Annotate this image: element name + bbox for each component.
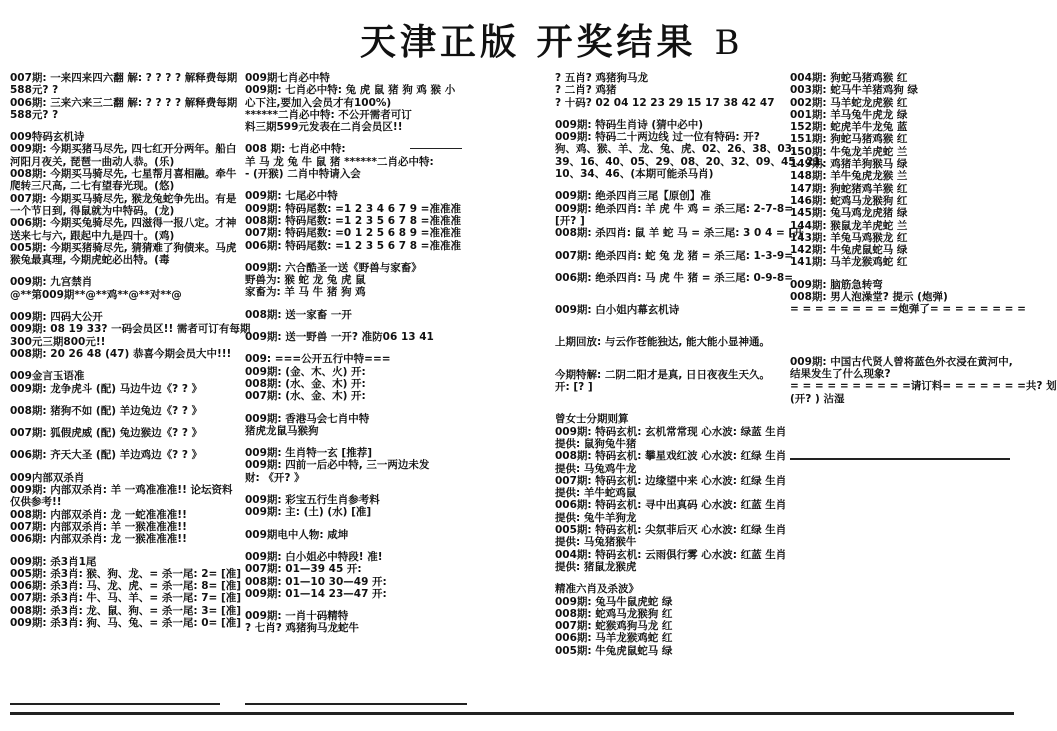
text-line: 151期: 狗蛇马猪鸡猴 红 bbox=[790, 133, 908, 146]
text-line bbox=[10, 360, 238, 370]
text-line: 148期: 羊牛兔虎龙猴 兰 bbox=[790, 170, 908, 183]
text-line bbox=[245, 252, 467, 262]
text-line: 009期: 今期买猪马尽先, 四七红开分两年。船白 bbox=[10, 143, 237, 156]
text-line bbox=[10, 121, 238, 131]
text-line bbox=[555, 262, 780, 272]
text-line: 009期: 彩宝五行生肖参考料 bbox=[245, 494, 380, 507]
text-line: 005期: 今期买猪骑尽先, 猜猜难了狗债来。马虎 bbox=[10, 241, 237, 254]
text-line: 147期: 狗蛇猪鸡羊猴 红 bbox=[790, 182, 908, 195]
text-line bbox=[10, 546, 238, 556]
text-line: 003期: 蛇马牛羊猪鸡狗 绿 bbox=[790, 84, 918, 97]
text-line: 009期: 生肖特一玄 [推荐] bbox=[245, 447, 373, 460]
text-line: 爬转三尺高, 二七有望春光现。(悠) bbox=[10, 180, 175, 193]
text-line: 007期: 蛇猴鸡狗马龙 红 bbox=[555, 620, 673, 633]
text-line: = = = = = = = = =炮弹了= = = = = = = = bbox=[790, 303, 1026, 316]
text-line: 008期: 猪狗不如 (配) 羊边兔边《? ? 》 bbox=[10, 404, 203, 417]
text-line: 送来七与六, 跟起中九是四十。(鸡) bbox=[10, 229, 175, 242]
text-line: 008期: 特码玄机: 攀星戏红波 心水波: 红绿 生肖 bbox=[555, 450, 787, 463]
text-line: 009期: 杀3肖: 狗、马、兔、= 杀一尾: 0= [准] bbox=[10, 616, 242, 629]
text-line: 001期: 羊马兔牛虎龙 绿 bbox=[790, 108, 908, 121]
text-line bbox=[10, 417, 238, 427]
text-line bbox=[10, 395, 238, 405]
text-line: 005期: 杀3肖: 猴、狗、龙、= 杀一尾: 2= [准] bbox=[10, 567, 242, 580]
text-line: 009期: 香港马会七肖中特 bbox=[245, 412, 370, 425]
text-line: 河阳月夜关, 琵琶一曲动人恭。(乐) bbox=[10, 155, 175, 168]
text-line: - (开猴) 二肖中特请入会 bbox=[245, 168, 361, 181]
text-line: 007期: 绝杀四肖: 蛇 兔 龙 猪 = 杀三尾: 1-3-9= bbox=[555, 249, 793, 262]
text-line: 009期: 内部双杀肖: 羊 一鸡准准准!! 论坛资料 bbox=[10, 484, 233, 497]
text-line: 008期: 男人泡澡堂? 提示 (炮弹) bbox=[790, 291, 948, 304]
text-line bbox=[245, 133, 467, 143]
text-line: 006期: 今期买兔骑尽先, 四滋得一报八定。才神 bbox=[10, 217, 237, 230]
text-line bbox=[10, 462, 238, 472]
text-line: 008期: 今期买马骑尽先, 七星帮月喜相融。牵牛 bbox=[10, 168, 237, 181]
text-line: 曾女士分期则算 bbox=[555, 413, 629, 426]
text-line: 009期: 七肖必中特: 兔 虎 鼠 猪 狗 鸡 猴 小 bbox=[245, 84, 456, 97]
text-line: 羊 马 龙 兔 牛 鼠 猪 ******二肖必中特: bbox=[245, 155, 434, 168]
text-line: 008 期: 七肖必中特: bbox=[245, 143, 346, 156]
text-line bbox=[555, 326, 780, 336]
text-line: 009期: 绝杀四肖: 羊 虎 牛 鸡 = 杀三尾: 2-7-8= bbox=[555, 202, 793, 215]
text-line: 009期: 主: (土) (水) [准] bbox=[245, 506, 372, 519]
text-line: 009期: 绝杀四肖三尾【原创】准 bbox=[555, 190, 711, 203]
text-line: [开? ] bbox=[555, 214, 585, 227]
text-line: 007期: (水、金、木) 开: bbox=[245, 390, 366, 403]
text-line: 10、34、46、(本期可能杀马肖) bbox=[555, 168, 714, 181]
text-line: 009期: 特码二十两边线 过一位有特码: 开? bbox=[555, 131, 760, 144]
text-line bbox=[790, 346, 1015, 356]
text-line: 009期: 六合酷圣一送《野兽与家畜》 bbox=[245, 261, 422, 274]
text-line: 008期: 特码尾数: =1 2 3 5 6 7 8 =准准准 bbox=[245, 214, 461, 227]
text-line bbox=[555, 109, 780, 119]
text-line: 提供: 羊牛蛇鸡鼠 bbox=[555, 487, 637, 500]
text-line: 588元? ? bbox=[10, 84, 59, 97]
text-line bbox=[10, 301, 238, 311]
text-line: 009期: 特码尾数: =1 2 3 4 6 7 9 =准准准 bbox=[245, 202, 461, 215]
text-line: 006期: 内部双杀肖: 龙 一猴准准准!! bbox=[10, 533, 187, 546]
text-line: 144期: 猴鼠龙羊虎蛇 兰 bbox=[790, 219, 908, 232]
text-line: 料三期599元发表在二肖会员区!! bbox=[245, 121, 403, 134]
text-line bbox=[555, 294, 780, 304]
text-line: 009期: 龙争虎斗 (配) 马边牛边《? ? 》 bbox=[10, 382, 203, 395]
text-line: 146期: 蛇鸡马龙猴狗 红 bbox=[790, 194, 908, 207]
text-line: 152期: 蛇虎羊牛龙兔 蓝 bbox=[790, 121, 908, 134]
text-line: 004期: 狗蛇马猪鸡猴 红 bbox=[790, 72, 908, 84]
text-line bbox=[245, 541, 467, 551]
text-line: 006期: 特码玄机: 寻中出真码 心水波: 红蓝 生肖 bbox=[555, 499, 787, 512]
text-line: 仅供参考!! bbox=[10, 496, 62, 509]
text-line: 009期: 七尾必中特 bbox=[245, 190, 338, 203]
text-line: = = = = = = = = = =请订料= = = = = = =共? 划 bbox=[790, 380, 1057, 393]
text-line: 002期: 马羊蛇龙虎猴 红 bbox=[790, 96, 908, 109]
text-line: 149期: 鸡猪羊狗猴马 绿 bbox=[790, 158, 908, 171]
text-line: 008期: 蛇鸡马龙猴狗 红 bbox=[555, 607, 673, 620]
text-line: ? 七肖? 鸡猪狗马龙蛇牛 bbox=[245, 622, 359, 635]
text-line bbox=[245, 321, 467, 331]
text-line: 007期: 狐假虎威 (配) 兔边猴边《? ? 》 bbox=[10, 427, 203, 440]
text-line bbox=[10, 439, 238, 449]
text-line bbox=[555, 316, 780, 326]
text-line: 005期: 特码玄机: 尖氛菲后灭 心水波: 红绿 生肖 bbox=[555, 524, 787, 537]
text-line: 009期: 白小姐必中特段! 准! bbox=[245, 550, 383, 563]
text-line: 009期: 杀3肖1尾 bbox=[10, 555, 97, 568]
text-line bbox=[245, 299, 467, 309]
text-line: 009期: 四码大公开 bbox=[10, 311, 103, 324]
col2-bottom-rule bbox=[245, 703, 467, 705]
text-line: 007期: 特码玄机: 边缘望中来 心水波: 红绿 生肖 bbox=[555, 474, 787, 487]
text-line bbox=[555, 284, 780, 294]
page-title bbox=[360, 14, 744, 65]
text-line: 007期: 内部双杀肖: 羊 一猴准准准!! bbox=[10, 520, 187, 533]
text-line: 009期: 特码玄机: 玄机常常现 心水波: 绿蓝 生肖 bbox=[555, 425, 787, 438]
text-line bbox=[555, 403, 780, 413]
text-line: 007期: 特码尾数: =0 1 2 5 6 8 9 =准准准 bbox=[245, 227, 461, 240]
col1-bottom-rule bbox=[10, 703, 220, 705]
text-line: (开? ) 沾湿 bbox=[790, 392, 845, 405]
text-line: 006期: 杀3肖: 马、龙、虎、= 杀一尾: 8= [准] bbox=[10, 580, 242, 593]
text-line bbox=[245, 180, 467, 190]
text-line: @**第009期**@**鸡**@**对**@ bbox=[10, 288, 182, 301]
text-line: 006期: 齐天大圣 (配) 羊边鸡边《? ? 》 bbox=[10, 449, 203, 462]
text-line bbox=[245, 437, 467, 447]
text-line: 009期电中人物: 咸坤 bbox=[245, 528, 349, 541]
text-line bbox=[10, 266, 238, 276]
text-line: 猴兔最真理, 今期虎蛇必出特。(毒 bbox=[10, 254, 170, 267]
text-line: 009期: 送一野兽 一开? 准防06 13 41 bbox=[245, 331, 434, 344]
text-line: 提供: 马兔猪猴牛 bbox=[555, 536, 637, 549]
text-line bbox=[555, 180, 780, 190]
text-line: 结果发生了什么现象? bbox=[790, 367, 891, 380]
text-line: 提供: 猪鼠龙猴虎 bbox=[555, 560, 637, 573]
text-line bbox=[245, 600, 467, 610]
text-line: 004期: 特码玄机: 云雨俱行雾 心水波: 红蓝 生肖 bbox=[555, 548, 787, 561]
text-line: 006期: 三来六来三二翻 解: ? ? ? ? 解释费每期 bbox=[10, 96, 238, 109]
text-line: 008期: 20 26 48 (47) 恭喜今期会员大中!!! bbox=[10, 347, 232, 360]
text-line: 141期: 马羊龙猴鸡蛇 红 bbox=[790, 256, 908, 269]
text-line bbox=[790, 269, 1015, 279]
text-line: 007期: 一来四来四六翻 解: ? ? ? ? 解释费每期 bbox=[10, 72, 238, 84]
text-line: 009期: 脑筋急转弯 bbox=[790, 278, 883, 291]
text-line bbox=[790, 336, 1015, 346]
text-line bbox=[555, 573, 780, 583]
text-line: 007期: 杀3肖: 牛、马、羊、= 杀一尾: 7= [准] bbox=[10, 592, 242, 605]
title-suffix: B bbox=[714, 23, 744, 63]
text-line bbox=[790, 326, 1015, 336]
text-line: 009期: 九宫禁肖 bbox=[10, 276, 93, 289]
text-line: 006期: 马羊龙猴鸡蛇 红 bbox=[555, 632, 673, 645]
text-line: 提供: 鼠狗兔牛猪 bbox=[555, 437, 637, 450]
text-line: 一个节日到, 得鼠就为中特码。(龙) bbox=[10, 204, 175, 217]
text-line: 150期: 牛兔龙羊虎蛇 兰 bbox=[790, 145, 908, 158]
text-line: 提供: 兔牛羊狗龙 bbox=[555, 511, 637, 524]
column-center-left bbox=[245, 72, 467, 635]
header bbox=[0, 10, 1024, 63]
text-line: 009: ===公开五行中特=== bbox=[245, 353, 391, 366]
col4-divider bbox=[790, 458, 1010, 460]
text-line: 005期: 牛兔虎鼠蛇马 绿 bbox=[555, 644, 673, 657]
text-line: 39、16、40、05、29、08、20、32、09、45、21、 bbox=[555, 155, 832, 168]
text-line: 008期: 杀四肖: 鼠 羊 蛇 马 = 杀三尾: 3 0 4 = [开 bbox=[555, 227, 804, 240]
text-line: 009期七肖必中特 bbox=[245, 72, 330, 84]
text-line: 008期: 内部双杀肖: 龙 一蛇准准准!! bbox=[10, 508, 187, 521]
text-line: 009期: 白小姐内幕玄机诗 bbox=[555, 304, 680, 317]
title-text: 天津正版 开奖结果 bbox=[360, 21, 697, 63]
text-line: 猪虎龙鼠马猴狗 bbox=[245, 424, 319, 437]
text-line: ? 二肖? 鸡猪 bbox=[555, 84, 617, 97]
text-line: 009期: (金、木、火) 开: bbox=[245, 365, 366, 378]
text-line: 143期: 羊兔马鸡猴龙 红 bbox=[790, 231, 908, 244]
text-line: 心下注,要加入会员才有100%) bbox=[245, 96, 392, 109]
text-line: 009金言玉语准 bbox=[10, 370, 85, 383]
text-line: 009期: 08 19 33? 一码会员区!! 需者可订有每期 bbox=[10, 323, 251, 336]
text-line: 009期: 01—14 23—47 开: bbox=[245, 587, 387, 600]
text-line: 008期: 01—10 30—49 开: bbox=[245, 575, 387, 588]
text-line: 145期: 兔马鸡龙虎猪 绿 bbox=[790, 207, 908, 220]
text-line: ******二肖必中特: 不公开需者可订 bbox=[245, 108, 412, 121]
text-line bbox=[245, 343, 467, 353]
column-right bbox=[790, 72, 1057, 405]
text-line: 009期: 一肖十码精特 bbox=[245, 610, 349, 623]
text-line: 提供: 马兔鸡牛龙 bbox=[555, 462, 637, 475]
text-line bbox=[245, 403, 467, 413]
text-line: 009特码玄机诗 bbox=[10, 131, 85, 144]
text-line: 开: [? ] bbox=[555, 381, 593, 394]
text-line: 588元? ? bbox=[10, 108, 59, 121]
text-line: 006期: 绝杀四肖: 马 虎 牛 猪 = 杀三尾: 0-9-8= bbox=[555, 271, 793, 284]
text-line: 008期: 杀3肖: 龙、鼠、狗、= 杀一尾: 3= [准] bbox=[10, 604, 242, 617]
text-line: 今期特解: 二阴二阳才是真, 日日夜夜生天久。 bbox=[555, 368, 770, 381]
text-line: 009期: 中国古代贤人曾将蓝色外衣浸在黄河中, bbox=[790, 355, 1013, 368]
text-line: ? 十码? 02 04 12 23 29 15 17 38 42 47 bbox=[555, 96, 775, 109]
text-line bbox=[555, 393, 780, 403]
text-line bbox=[790, 316, 1015, 326]
text-line: 009内部双杀肖 bbox=[10, 471, 85, 484]
text-line: 008期: 送一家畜 一开 bbox=[245, 308, 352, 321]
text-line bbox=[245, 484, 467, 494]
text-line: 009期: 特码生肖诗 (猜中必中) bbox=[555, 118, 704, 131]
text-line: 142期: 牛兔虎鼠蛇马 绿 bbox=[790, 244, 908, 257]
text-line bbox=[555, 240, 780, 250]
text-line: 上期回放: 与云作苍能独达, 能大能小显神通。 bbox=[555, 336, 770, 349]
text-line bbox=[555, 349, 780, 359]
text-line: 野兽为: 猴 蛇 龙 兔 虎 鼠 bbox=[245, 274, 366, 287]
text-line: 狗、鸡、猴、羊、龙、兔、虎、02、26、38、03、 bbox=[555, 143, 803, 156]
text-line: 006期: 特码尾数: =1 2 3 5 6 7 8 =准准准 bbox=[245, 239, 461, 252]
text-line: 008期: (水、金、木) 开: bbox=[245, 377, 366, 390]
text-line: 家畜为: 羊 马 牛 猪 狗 鸡 bbox=[245, 286, 366, 299]
text-line: ? 五肖? 鸡猪狗马龙 bbox=[555, 72, 648, 84]
text-line: 007期: 01—39 45 开: bbox=[245, 563, 362, 576]
text-line: 财: 《开? 》 bbox=[245, 471, 305, 484]
text-line: 300元三期800元!! bbox=[10, 335, 106, 348]
page-bottom-rule bbox=[10, 712, 1014, 715]
text-line: 精准六肖及杀波》 bbox=[555, 583, 639, 596]
text-line bbox=[555, 359, 780, 369]
column-left bbox=[10, 72, 251, 629]
text-line: 007期: 今期买马骑尽先, 猴龙兔蛇争先出。有是 bbox=[10, 192, 237, 205]
text-line: 009期: 兔马牛鼠虎蛇 绿 bbox=[555, 595, 673, 608]
text-line: 009期: 四前一后必中特, 三一两边未发 bbox=[245, 459, 430, 472]
text-line bbox=[245, 519, 467, 529]
